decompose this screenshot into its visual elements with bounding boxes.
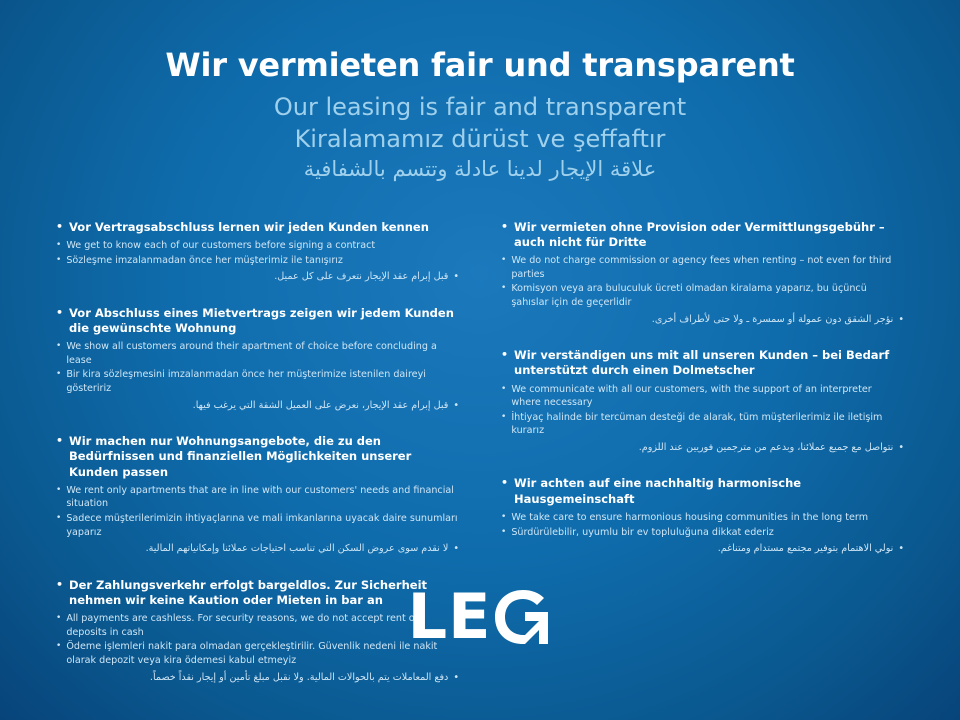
bullet-icon: • — [501, 348, 509, 362]
bullet-line-arabic — [56, 671, 459, 685]
bullet-block — [56, 434, 459, 557]
bullet-icon: • — [56, 577, 64, 591]
bullet-line-arabic — [56, 542, 459, 556]
bullet-line-arabic — [501, 313, 904, 327]
bullet-icon: • — [56, 369, 62, 380]
bullet-line-text: Sözleşme imzalanmadan önce her müşterimiz ile tanışırız — [66, 254, 343, 266]
logo-area — [0, 580, 960, 653]
bullet-line — [501, 526, 904, 540]
bullet-line-text: We rent only apartments that are in line with our customers' needs and financial situation — [66, 484, 454, 510]
bullet-icon: • — [56, 219, 64, 233]
bullet-line — [56, 512, 459, 539]
bullet-icon: • — [453, 671, 459, 683]
bullet-title-text: Wir achten auf eine nachhaltig harmonische Hausgemeinschaft — [514, 476, 802, 506]
bullet-icon: • — [56, 254, 62, 265]
bullet-block — [501, 476, 904, 556]
heading-english: Our leasing is fair and transparent — [273, 93, 687, 122]
bullet-icon: • — [898, 313, 904, 325]
bullet-title — [56, 306, 459, 337]
bullet-icon: • — [501, 512, 507, 523]
bullet-line — [501, 383, 904, 410]
bullet-icon: • — [453, 399, 459, 411]
bullet-icon: • — [453, 271, 459, 283]
bullet-icon: • — [56, 305, 64, 319]
bullet-title-text: Wir vermieten ohne Provision oder Vermittlungsgebühr – auch nicht für Dritte — [514, 219, 885, 249]
bullet-icon: • — [56, 433, 64, 447]
bullet-icon: • — [56, 641, 62, 652]
logo-g-mark-icon — [492, 586, 552, 648]
bullet-icon: • — [56, 341, 62, 352]
bullet-line-text: We take care to ensure harmonious housing communities in the long term — [511, 512, 869, 524]
bullet-icon: • — [56, 613, 62, 624]
bullet-line-text: We get to know each of our customers before signing a contract — [66, 239, 376, 251]
heading-german: Wir vermieten fair und transparent — [165, 46, 795, 84]
bullet-line-arabic — [56, 399, 459, 413]
logo-text: LE — [407, 580, 492, 653]
bullet-line-text: We do not charge commission or agency fees when renting – not even for third parties — [511, 255, 892, 280]
bullet-line-arabic-text: قبل إبرام عقد الإيجار، نعرض على العميل الشقة التي يرغب فيها. — [192, 399, 449, 411]
bullet-line-arabic — [501, 441, 904, 455]
bullet-title-text: Vor Abschluss eines Mietvertrags zeigen wir jedem Kunden die gewünschte Wohnung — [69, 305, 454, 335]
bullet-block — [56, 306, 459, 413]
bullet-line-arabic-text: لا نقدم سوى عروض السكن التي تناسب احتياجات عملائنا وإمكانياتهم المالية. — [145, 543, 449, 555]
heading-turkish: Kiralamamız dürüst ve şeffaftır — [294, 125, 666, 154]
bullet-icon: • — [501, 411, 507, 422]
headings-block — [0, 0, 960, 184]
bullet-line — [501, 411, 904, 438]
leg-logo — [407, 580, 553, 653]
bullet-line-arabic-text: دفع المعاملات يتم بالحوالات المالية. ولا نقبل مبلغ تأمين أو إيجار نقداً خصماً. — [149, 671, 449, 683]
bullet-line-text: We show all customers around their apartment of choice before concluding a lease — [66, 341, 437, 366]
bullet-line — [56, 340, 459, 367]
bullet-icon: • — [501, 255, 507, 266]
bullet-line-text: Sürdürülebilir, uyumlu bir ev topluluğuna dikkat ederiz — [511, 526, 774, 538]
bullet-line-text: All payments are cashless. For security reasons, we do not accept rent or deposits in cash — [66, 613, 419, 638]
bullet-icon: • — [501, 283, 507, 294]
bullet-icon: • — [56, 484, 62, 495]
bullet-line-text: We communicate with all our customers, with the support of an interpreter where necessary — [511, 383, 872, 409]
bullet-title-text: Wir verständigen uns mit all unseren Kunden – bei Bedarf unterstützt durch einen Dolmetscher — [514, 348, 890, 378]
bullet-title — [501, 220, 904, 251]
bullet-block — [501, 348, 904, 455]
bullet-line-arabic-text: قبل إبرام عقد الإيجار نتعرف على كل عميل. — [274, 271, 449, 283]
bullet-line — [56, 239, 459, 253]
bullet-line-text: Ödeme işlemleri nakit para olmadan gerçekleştirilir. Güvenlik nedeni ile nakit olarak depozit veya kira ödemesi kabul etmeyiz — [66, 641, 438, 667]
bullet-title — [56, 434, 459, 480]
bullet-line — [56, 368, 459, 395]
bullet-icon: • — [501, 526, 507, 537]
bullet-line-text: Sadece müşterilerimizin ihtiyaçlarına ve mali imkanlarına uyacak daire sunumları yaparız — [66, 513, 458, 538]
bullet-title-text: Der Zahlungsverkehr erfolgt bargeldlos. Zur Sicherheit nehmen wir keine Kaution oder Mieten in bar an — [69, 577, 428, 607]
bullet-line-arabic-text: نولي الاهتمام بتوفير مجتمع مستدام ومتناغم. — [717, 543, 894, 555]
bullet-line-text: Komisyon veya ara buluculuk ücreti olmadan kiralama yaparız, bu üçüncü şahıslar için de geçerlidir — [511, 283, 867, 309]
bullet-line-arabic-text: نتواصل مع جميع عملائنا، وبدعم من مترجمين فوريين عند اللزوم. — [638, 442, 894, 454]
bullet-title-text: Vor Vertragsabschluss lernen wir jeden Kunden kennen — [69, 219, 429, 234]
bullet-title — [501, 348, 904, 379]
bullet-line-arabic — [56, 270, 459, 284]
bullet-line — [56, 484, 459, 511]
bullet-title — [501, 476, 904, 507]
bullet-icon: • — [501, 219, 509, 233]
bullet-title — [56, 220, 459, 235]
bullet-line-text: Bir kira sözleşmesini imzalanmadan önce her müşterimize istenilen daireyi gösteririz — [66, 369, 426, 394]
bullet-title-text: Wir machen nur Wohnungsangebote, die zu den Bedürfnissen und finanziellen Möglichkeiten unserer Kunden passen — [69, 433, 412, 479]
bullet-icon: • — [453, 543, 459, 555]
bullet-line — [501, 511, 904, 525]
bullet-line — [501, 254, 904, 281]
bullet-block — [501, 220, 904, 327]
bullet-icon: • — [56, 513, 62, 524]
bullet-icon: • — [898, 543, 904, 555]
bullet-icon: • — [501, 383, 507, 394]
bullet-block — [56, 220, 459, 285]
heading-arabic: علاقة الإيجار لدينا عادلة وتتسم بالشفافية — [303, 157, 657, 182]
bullet-line — [501, 282, 904, 309]
bullet-icon: • — [501, 476, 509, 490]
bullet-icon: • — [898, 442, 904, 454]
bullet-line-arabic — [501, 542, 904, 556]
bullet-line — [56, 254, 459, 268]
bullet-icon: • — [56, 239, 62, 250]
bullet-line-arabic-text: نؤجر الشقق دون عمولة أو سمسرة ـ ولا حتى لأطراف أخرى. — [651, 313, 894, 325]
bullet-line-text: İhtiyaç halinde bir tercüman desteği de alarak, tüm müşterilerimiz ile iletişim kurarız — [511, 411, 883, 437]
